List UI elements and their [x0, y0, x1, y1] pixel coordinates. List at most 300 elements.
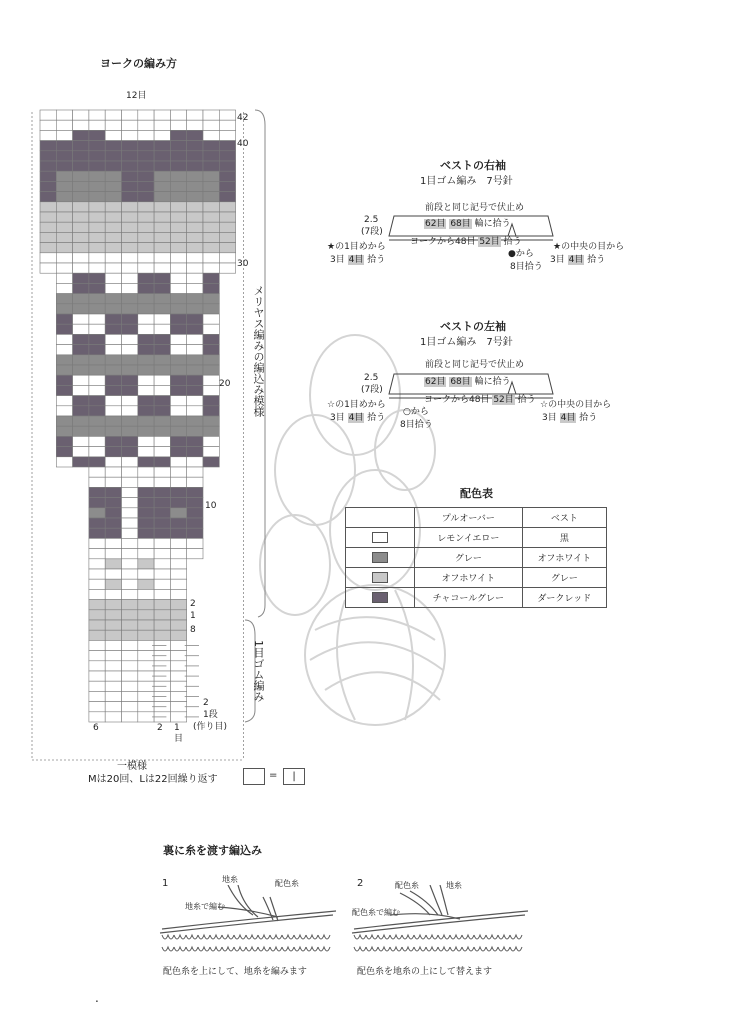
chart-cell [170, 406, 186, 416]
chart-cell [105, 375, 121, 385]
chart-cell [138, 232, 154, 242]
chart-cell [56, 345, 72, 355]
chart-cell [89, 130, 105, 140]
chart-cell [73, 304, 89, 314]
chart-cell [105, 243, 121, 253]
chart-cell [89, 345, 105, 355]
chart-cell [154, 345, 170, 355]
chart-cell [122, 314, 138, 324]
chart-cell [89, 141, 105, 151]
chart-cell [105, 110, 121, 120]
chart-cell [89, 579, 105, 589]
chart-cell [122, 324, 138, 334]
chart-cell [170, 141, 186, 151]
chart-cell [56, 436, 72, 446]
chart-cell [73, 294, 89, 304]
chart-cell [56, 222, 72, 232]
chart-cell [138, 222, 154, 232]
stitch-loop [462, 935, 474, 939]
chart-cell [203, 457, 219, 467]
chart-cell [89, 569, 105, 579]
stitch-loop [462, 947, 474, 951]
chart-cell [89, 487, 105, 497]
chart-cell [138, 365, 154, 375]
chart-cell [122, 467, 138, 477]
chart-cell [122, 528, 138, 538]
chart-cell [154, 324, 170, 334]
chart-cell [89, 171, 105, 181]
chart-cell [170, 528, 186, 538]
chart-cell [138, 192, 154, 202]
chart-cell [122, 447, 138, 457]
chart-cell [154, 385, 170, 395]
row-number-2: 2 [190, 599, 196, 609]
chart-cell [122, 181, 138, 191]
chart-cell [219, 181, 235, 191]
chart-cell [170, 538, 186, 548]
chart-cell [154, 222, 170, 232]
stitch-loop [186, 947, 198, 951]
pullover-color: チャコールグレー [415, 588, 523, 608]
chart-cell [138, 202, 154, 212]
row-number-40: 40 [237, 139, 249, 149]
chart-cell [219, 110, 235, 120]
chart-cell [122, 294, 138, 304]
chart-cell [187, 477, 203, 487]
chart-cell [138, 416, 154, 426]
chart-cell [105, 569, 121, 579]
chart-cell [170, 110, 186, 120]
chart-cell [154, 243, 170, 253]
chart-cell [138, 712, 154, 722]
chart-cell [138, 487, 154, 497]
chart-cell [138, 671, 154, 681]
chart-cell [73, 345, 89, 355]
chart-cell [154, 518, 170, 528]
chart-cell [40, 222, 56, 232]
chart-cell [170, 222, 186, 232]
chart-cell [105, 232, 121, 242]
left-sleeve-subtitle: 1目ゴム編み 7号針 [420, 337, 513, 348]
chart-cell [89, 324, 105, 334]
chart-cell [138, 610, 154, 620]
chart-cell [170, 355, 186, 365]
chart-cell [89, 498, 105, 508]
chart-cell [154, 396, 170, 406]
chart-cell [138, 151, 154, 161]
chart-cell [138, 263, 154, 273]
left-sleeve-bindoff: 前段と同じ記号で伏止め [425, 360, 525, 370]
chart-cell [122, 579, 138, 589]
bottom-arrow-row2: 2 [203, 698, 209, 708]
chart-cell [122, 345, 138, 355]
chart-cell [122, 549, 138, 559]
chart-cell [187, 508, 203, 518]
chart-cell [105, 426, 121, 436]
chart-cell [138, 426, 154, 436]
chart-cell [219, 202, 235, 212]
step1-number: 1 [162, 878, 169, 889]
chart-cell [154, 559, 170, 569]
chart-cell [187, 273, 203, 283]
chart-cell [170, 436, 186, 446]
chart-cell [122, 600, 138, 610]
chart-cell [122, 161, 138, 171]
chart-cell [122, 171, 138, 181]
chart-cell [154, 355, 170, 365]
chart-cell [170, 345, 186, 355]
chart-cell [89, 436, 105, 446]
chart-cell [154, 294, 170, 304]
chart-cell [89, 375, 105, 385]
chart-cell [154, 579, 170, 589]
stitch-loop [486, 935, 498, 939]
chart-cell [89, 559, 105, 569]
chart-cell [154, 212, 170, 222]
color-swatch [372, 592, 388, 603]
stitch-loop [510, 935, 522, 939]
chart-cell [203, 294, 219, 304]
chart-cell [73, 365, 89, 375]
left-sleeve-left-pick: ☆の1目めから [327, 400, 386, 410]
chart-cell [187, 161, 203, 171]
chart-cell [105, 640, 121, 650]
chart-cell [122, 263, 138, 273]
chart-cell [122, 518, 138, 528]
chart-cell [138, 304, 154, 314]
step2-main-yarn: 地糸 [446, 881, 462, 890]
chart-cell [89, 396, 105, 406]
chart-cell [219, 253, 235, 263]
left-sleeve-m-count: 62目 [425, 377, 446, 387]
stitch-loop [222, 935, 234, 939]
chart-cell [154, 314, 170, 324]
stitch-loop [198, 935, 210, 939]
stitch-loop [318, 935, 330, 939]
bottom-count-1: 1 [174, 723, 180, 733]
chart-cell [122, 651, 138, 661]
chart-cell [89, 671, 105, 681]
chart-cell [170, 426, 186, 436]
chart-cell [89, 600, 105, 610]
stitch-loop [174, 935, 186, 939]
chart-cell [122, 681, 138, 691]
chart-cell [56, 294, 72, 304]
stitch-loop [378, 947, 390, 951]
chart-cell [138, 324, 154, 334]
chart-cell [170, 283, 186, 293]
chart-cell [170, 467, 186, 477]
chart-cell [105, 181, 121, 191]
chart-cell [170, 314, 186, 324]
step2-contrast-yarn: 配色糸 [395, 881, 419, 890]
chart-cell [203, 375, 219, 385]
chart-cell [89, 314, 105, 324]
chart-cell [73, 396, 89, 406]
chart-cell [170, 681, 186, 691]
step1-contrast-yarn: 配色糸 [275, 879, 299, 888]
left-sleeve-left-l: 4目 [348, 413, 364, 423]
chart-cell [187, 365, 203, 375]
chart-cell [73, 436, 89, 446]
stitch-loop [318, 947, 330, 951]
chart-cell [89, 457, 105, 467]
chart-cell [170, 620, 186, 630]
chart-cell [56, 324, 72, 334]
chart-cell [138, 243, 154, 253]
chart-cell [122, 702, 138, 712]
chart-cell [56, 243, 72, 253]
chart-cell [105, 498, 121, 508]
chart-cell [187, 518, 203, 528]
step1-main-yarn: 地糸 [222, 875, 238, 884]
chart-cell [89, 283, 105, 293]
chart-cell [170, 569, 186, 579]
chart-cell [105, 355, 121, 365]
chart-cell [154, 273, 170, 283]
stitch-loop [390, 947, 402, 951]
chart-cell [203, 110, 219, 120]
chart-cell [122, 120, 138, 130]
knit-symbol-equals: = [269, 770, 278, 781]
chart-cell [170, 518, 186, 528]
chart-cell [73, 447, 89, 457]
chart-cell [170, 192, 186, 202]
chart-cell [89, 610, 105, 620]
color-table-title: 配色表 [460, 487, 493, 500]
chart-cell [170, 691, 186, 701]
chart-cell [40, 151, 56, 161]
chart-cell [219, 151, 235, 161]
color-table-header-pullover: プルオーバー [415, 508, 523, 528]
chart-cell [187, 314, 203, 324]
stitch-loop [162, 947, 174, 951]
left-sleeve-rows: (7段) [361, 385, 383, 395]
chart-cell [89, 253, 105, 263]
right-sleeve-left-pick: ★の1目めから [327, 242, 386, 252]
chart-cell [138, 110, 154, 120]
chart-cell [170, 151, 186, 161]
right-sleeve-mid-from: ●から [508, 249, 534, 259]
chart-cell [122, 375, 138, 385]
chart-cell [219, 120, 235, 130]
chart-cell [219, 212, 235, 222]
chart-cell [219, 222, 235, 232]
chart-cell [154, 141, 170, 151]
chart-cell [56, 171, 72, 181]
chart-cell [73, 416, 89, 426]
color-table-row [346, 568, 607, 588]
chart-cell [73, 222, 89, 232]
chart-cell [105, 447, 121, 457]
bottom-count-6: 6 [93, 723, 99, 733]
stitch-loop [486, 947, 498, 951]
chart-cell [105, 334, 121, 344]
right-sleeve-left-count [330, 256, 385, 265]
stitch-loop [450, 947, 462, 951]
chart-cell [138, 253, 154, 263]
chart-cell [203, 181, 219, 191]
chart-cell [105, 304, 121, 314]
chart-cell [73, 151, 89, 161]
chart-cell [89, 263, 105, 273]
chart-cell [89, 549, 105, 559]
chart-cell [105, 396, 121, 406]
stitch-loop [174, 947, 186, 951]
chart-cell [154, 436, 170, 446]
chart-cell [105, 436, 121, 446]
chart-cell [203, 355, 219, 365]
chart-cell [105, 171, 121, 181]
color-table-header-vest: ベスト [522, 508, 606, 528]
chart-cell [40, 171, 56, 181]
chart-cell [138, 436, 154, 446]
chart-cell [105, 508, 121, 518]
chart-cell [203, 243, 219, 253]
color-swatch [372, 532, 388, 543]
chart-cell [89, 477, 105, 487]
stitch-loop [270, 947, 282, 951]
chart-cell [122, 569, 138, 579]
chart-cell [203, 171, 219, 181]
right-sleeve-yoke-m: ヨークから48目 [410, 237, 476, 247]
chart-cell [187, 243, 203, 253]
chart-cell [56, 416, 72, 426]
stitch-loop [498, 947, 510, 951]
chart-cell [154, 120, 170, 130]
chart-cell [73, 120, 89, 130]
step2-caption: 配色糸を地糸の上にして替えます [357, 967, 493, 977]
chart-cell [154, 569, 170, 579]
chart-cell [73, 243, 89, 253]
chart-cell [122, 589, 138, 599]
chart-cell [138, 406, 154, 416]
chart-cell [40, 120, 56, 130]
chart-cell [89, 691, 105, 701]
left-sleeve-right-word: 拾う [579, 413, 598, 423]
chart-cell [138, 702, 154, 712]
stitch-loop [414, 935, 426, 939]
chart-cell [105, 702, 121, 712]
left-sleeve-pick-word: 拾う [517, 395, 536, 405]
chart-cell [89, 538, 105, 548]
chart-cell [122, 406, 138, 416]
chart-cell [154, 549, 170, 559]
chart-cell [89, 426, 105, 436]
chart-cell [56, 212, 72, 222]
chart-cell [170, 447, 186, 457]
chart-cell [138, 181, 154, 191]
chart-cell [170, 630, 186, 640]
row-number-30: 30 [237, 259, 249, 269]
stitch-loop [210, 935, 222, 939]
chart-cell [154, 600, 170, 610]
chart-cell [56, 355, 72, 365]
yoke-top-count: 12目 [126, 91, 147, 101]
stitch-loop [282, 947, 294, 951]
chart-cell [89, 192, 105, 202]
chart-cell [40, 243, 56, 253]
stitch-loop [234, 935, 246, 939]
left-sleeve-right-l: 4目 [560, 413, 576, 423]
chart-cell [138, 161, 154, 171]
stitch-loop [270, 935, 282, 939]
chart-cell [170, 589, 186, 599]
chart-cell [138, 457, 154, 467]
chart-cell [40, 202, 56, 212]
chart-cell [170, 161, 186, 171]
chart-cell [122, 385, 138, 395]
chart-cell [105, 130, 121, 140]
stitch-loop [474, 935, 486, 939]
chart-cell [105, 385, 121, 395]
chart-cell [187, 253, 203, 263]
chart-cell [105, 345, 121, 355]
chart-cell [187, 120, 203, 130]
chart-cell [138, 651, 154, 661]
chart-cell [122, 222, 138, 232]
chart-cell [105, 457, 121, 467]
chart-cell [170, 243, 186, 253]
chart-cell [138, 294, 154, 304]
chart-cell [105, 283, 121, 293]
chart-cell [122, 457, 138, 467]
chart-cell [170, 273, 186, 283]
chart-cell [170, 385, 186, 395]
chart-cell [154, 406, 170, 416]
chart-cell [56, 406, 72, 416]
chart-cell [40, 212, 56, 222]
chart-cell [203, 222, 219, 232]
stitch-loop [258, 935, 270, 939]
color-table-row [346, 588, 607, 608]
left-sleeve-left-count [330, 414, 385, 423]
chart-cell [154, 283, 170, 293]
knit-symbol-text: | [292, 771, 296, 782]
chart-cell [122, 110, 138, 120]
chart-cell [105, 273, 121, 283]
chart-cell [56, 232, 72, 242]
chart-cell [105, 589, 121, 599]
row-number-8: 8 [190, 625, 196, 635]
chart-cell [154, 426, 170, 436]
chart-cell [105, 549, 121, 559]
chart-cell [187, 447, 203, 457]
chart-cell [105, 416, 121, 426]
stitch-loop [510, 947, 522, 951]
chart-cell [170, 171, 186, 181]
stitch-loop [426, 947, 438, 951]
chart-cell [40, 130, 56, 140]
left-sleeve-height: 2.5 [364, 373, 379, 383]
chart-cell [170, 579, 186, 589]
chart-cell [73, 192, 89, 202]
right-sleeve-yoke-pick [410, 238, 522, 247]
chart-cell [73, 130, 89, 140]
chart-cell [105, 406, 121, 416]
right-sleeve-mid-count: 8目拾う [510, 262, 543, 272]
chart-cell [187, 294, 203, 304]
chart-cell [138, 141, 154, 151]
chart-cell [203, 130, 219, 140]
stitch-loop [210, 947, 222, 951]
repeat-note: Mは20回、Lは22回繰り返す [88, 774, 218, 785]
chart-cell [170, 498, 186, 508]
stitch-loop [234, 947, 246, 951]
chart-cell [187, 334, 203, 344]
chart-cell [89, 528, 105, 538]
chart-cell [73, 161, 89, 171]
